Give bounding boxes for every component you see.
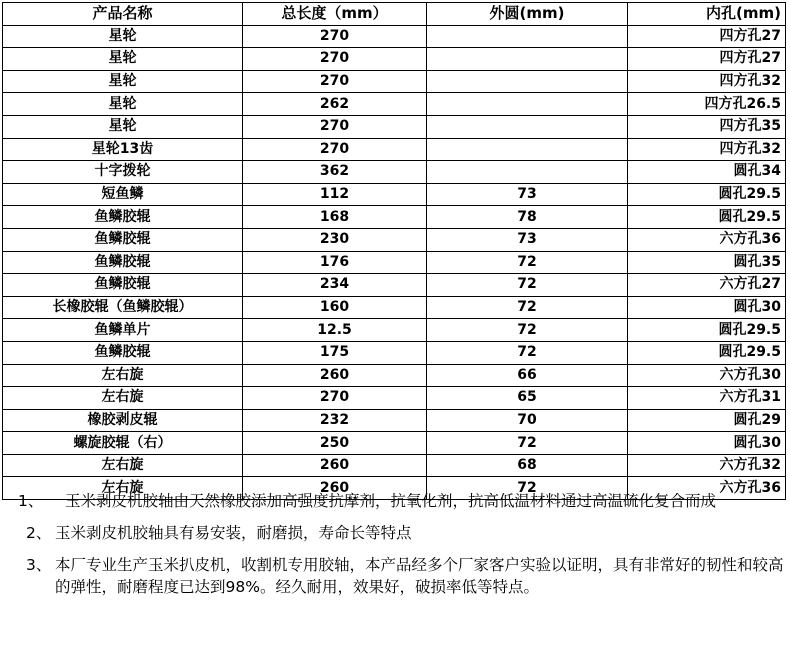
- header-inner-hole: 内孔(mm): [628, 3, 786, 26]
- cell-total-length: 270: [243, 138, 427, 161]
- table-row: [3, 274, 786, 297]
- cell-total-length: 176: [243, 251, 427, 274]
- cell-product-name: 橡胶剥皮辊: [3, 409, 243, 432]
- cell-inner-hole: 圆孔29.5: [628, 206, 786, 229]
- cell-inner-hole: 六方孔27: [628, 274, 786, 297]
- note-text: 本厂专业生产玉米扒皮机，收割机专用胶轴，本产品经多个厂家客户实验以证明，具有非常好的韧性和较高的弹性，耐磨程度已达到98%。经久耐用，效果好，破损率低等特点。: [55, 556, 784, 596]
- cell-product-name: 左右旋: [3, 364, 243, 387]
- table-row: [3, 70, 786, 93]
- cell-outer-diameter: 65: [427, 387, 628, 410]
- cell-product-name: 鱼鳞胶辊: [3, 206, 243, 229]
- cell-inner-hole: 四方孔32: [628, 138, 786, 161]
- table-row: [3, 251, 786, 274]
- cell-inner-hole: 六方孔32: [628, 454, 786, 477]
- cell-inner-hole: 圆孔34: [628, 161, 786, 184]
- cell-inner-hole: 四方孔32: [628, 70, 786, 93]
- notes-section: [0, 490, 790, 598]
- cell-product-name: 星轮13齿: [3, 138, 243, 161]
- cell-total-length: 270: [243, 25, 427, 48]
- cell-total-length: 270: [243, 115, 427, 138]
- table-row: [3, 341, 786, 364]
- table-row: [3, 183, 786, 206]
- note-item: [0, 522, 790, 544]
- cell-outer-diameter: [427, 25, 628, 48]
- cell-outer-diameter: [427, 161, 628, 184]
- cell-outer-diameter: 68: [427, 454, 628, 477]
- cell-total-length: 260: [243, 454, 427, 477]
- cell-product-name: 星轮: [3, 115, 243, 138]
- cell-inner-hole: 四方孔26.5: [628, 93, 786, 116]
- cell-inner-hole: 四方孔27: [628, 48, 786, 71]
- cell-product-name: 左右旋: [3, 477, 243, 500]
- cell-total-length: 260: [243, 477, 427, 500]
- cell-outer-diameter: 72: [427, 341, 628, 364]
- table-row: [3, 364, 786, 387]
- table-row: [3, 387, 786, 410]
- cell-total-length: 262: [243, 93, 427, 116]
- cell-total-length: 232: [243, 409, 427, 432]
- table-row: [3, 228, 786, 251]
- cell-total-length: 250: [243, 432, 427, 455]
- table-row: [3, 138, 786, 161]
- header-product-name: 产品名称: [3, 3, 243, 26]
- cell-product-name: 左右旋: [3, 387, 243, 410]
- cell-outer-diameter: [427, 93, 628, 116]
- cell-outer-diameter: 66: [427, 364, 628, 387]
- cell-inner-hole: 六方孔36: [628, 228, 786, 251]
- cell-inner-hole: 四方孔27: [628, 25, 786, 48]
- cell-inner-hole: 圆孔29.5: [628, 183, 786, 206]
- cell-total-length: 168: [243, 206, 427, 229]
- table-row: [3, 48, 786, 71]
- cell-inner-hole: 四方孔35: [628, 115, 786, 138]
- cell-outer-diameter: 72: [427, 477, 628, 500]
- cell-product-name: 鱼鳞胶辊: [3, 228, 243, 251]
- cell-outer-diameter: 73: [427, 183, 628, 206]
- cell-total-length: 270: [243, 48, 427, 71]
- note-text: 玉米剥皮机胶轴具有易安装，耐磨损，寿命长等特点: [55, 524, 412, 542]
- cell-outer-diameter: 70: [427, 409, 628, 432]
- cell-outer-diameter: 73: [427, 228, 628, 251]
- header-total-length: 总长度（mm）: [243, 3, 427, 26]
- note-item: [0, 554, 790, 598]
- cell-total-length: 175: [243, 341, 427, 364]
- note-text: 玉米剥皮机胶轴由天然橡胶添加高强度抗摩剂，抗氧化剂，抗高低温材料通过高温硫化复合而成: [65, 492, 717, 510]
- cell-product-name: 十字拨轮: [3, 161, 243, 184]
- cell-product-name: 螺旋胶辊（右）: [3, 432, 243, 455]
- cell-outer-diameter: [427, 70, 628, 93]
- cell-product-name: 星轮: [3, 48, 243, 71]
- cell-product-name: 星轮: [3, 70, 243, 93]
- cell-product-name: 短鱼鳞: [3, 183, 243, 206]
- table-row: [3, 454, 786, 477]
- cell-outer-diameter: 72: [427, 319, 628, 342]
- table-row: [3, 296, 786, 319]
- cell-product-name: 长橡胶辊（鱼鳞胶辊）: [3, 296, 243, 319]
- table-row: [3, 409, 786, 432]
- cell-inner-hole: 圆孔29: [628, 409, 786, 432]
- cell-total-length: 230: [243, 228, 427, 251]
- note-number: 1、: [18, 492, 44, 510]
- note-number: 3、: [26, 556, 52, 574]
- cell-total-length: 270: [243, 387, 427, 410]
- table-row: [3, 25, 786, 48]
- cell-inner-hole: 圆孔35: [628, 251, 786, 274]
- cell-product-name: 左右旋: [3, 454, 243, 477]
- cell-total-length: 160: [243, 296, 427, 319]
- cell-inner-hole: 六方孔30: [628, 364, 786, 387]
- cell-inner-hole: 圆孔29.5: [628, 319, 786, 342]
- product-spec-table: [2, 2, 786, 500]
- cell-inner-hole: 六方孔36: [628, 477, 786, 500]
- table-header-row: [3, 3, 786, 26]
- cell-outer-diameter: 72: [427, 251, 628, 274]
- cell-outer-diameter: 72: [427, 296, 628, 319]
- cell-inner-hole: 六方孔31: [628, 387, 786, 410]
- table-row: [3, 319, 786, 342]
- cell-inner-hole: 圆孔30: [628, 432, 786, 455]
- cell-product-name: 星轮: [3, 25, 243, 48]
- table-row: [3, 93, 786, 116]
- table-row: [3, 115, 786, 138]
- cell-product-name: 鱼鳞胶辊: [3, 251, 243, 274]
- cell-product-name: 鱼鳞胶辊: [3, 341, 243, 364]
- cell-outer-diameter: 78: [427, 206, 628, 229]
- cell-outer-diameter: [427, 138, 628, 161]
- cell-product-name: 星轮: [3, 93, 243, 116]
- cell-outer-diameter: 72: [427, 432, 628, 455]
- header-outer-diameter: 外圆(mm): [427, 3, 628, 26]
- table-body: [3, 25, 786, 499]
- cell-inner-hole: 圆孔30: [628, 296, 786, 319]
- cell-total-length: 12.5: [243, 319, 427, 342]
- cell-outer-diameter: 72: [427, 274, 628, 297]
- note-number: 2、: [26, 524, 52, 542]
- table-row: [3, 206, 786, 229]
- table-row: [3, 432, 786, 455]
- cell-outer-diameter: [427, 48, 628, 71]
- cell-inner-hole: 圆孔29.5: [628, 341, 786, 364]
- cell-total-length: 270: [243, 70, 427, 93]
- note-item: [0, 490, 790, 512]
- cell-total-length: 260: [243, 364, 427, 387]
- cell-total-length: 234: [243, 274, 427, 297]
- cell-outer-diameter: [427, 115, 628, 138]
- cell-product-name: 鱼鳞单片: [3, 319, 243, 342]
- cell-total-length: 112: [243, 183, 427, 206]
- cell-product-name: 鱼鳞胶辊: [3, 274, 243, 297]
- table-row: [3, 161, 786, 184]
- cell-total-length: 362: [243, 161, 427, 184]
